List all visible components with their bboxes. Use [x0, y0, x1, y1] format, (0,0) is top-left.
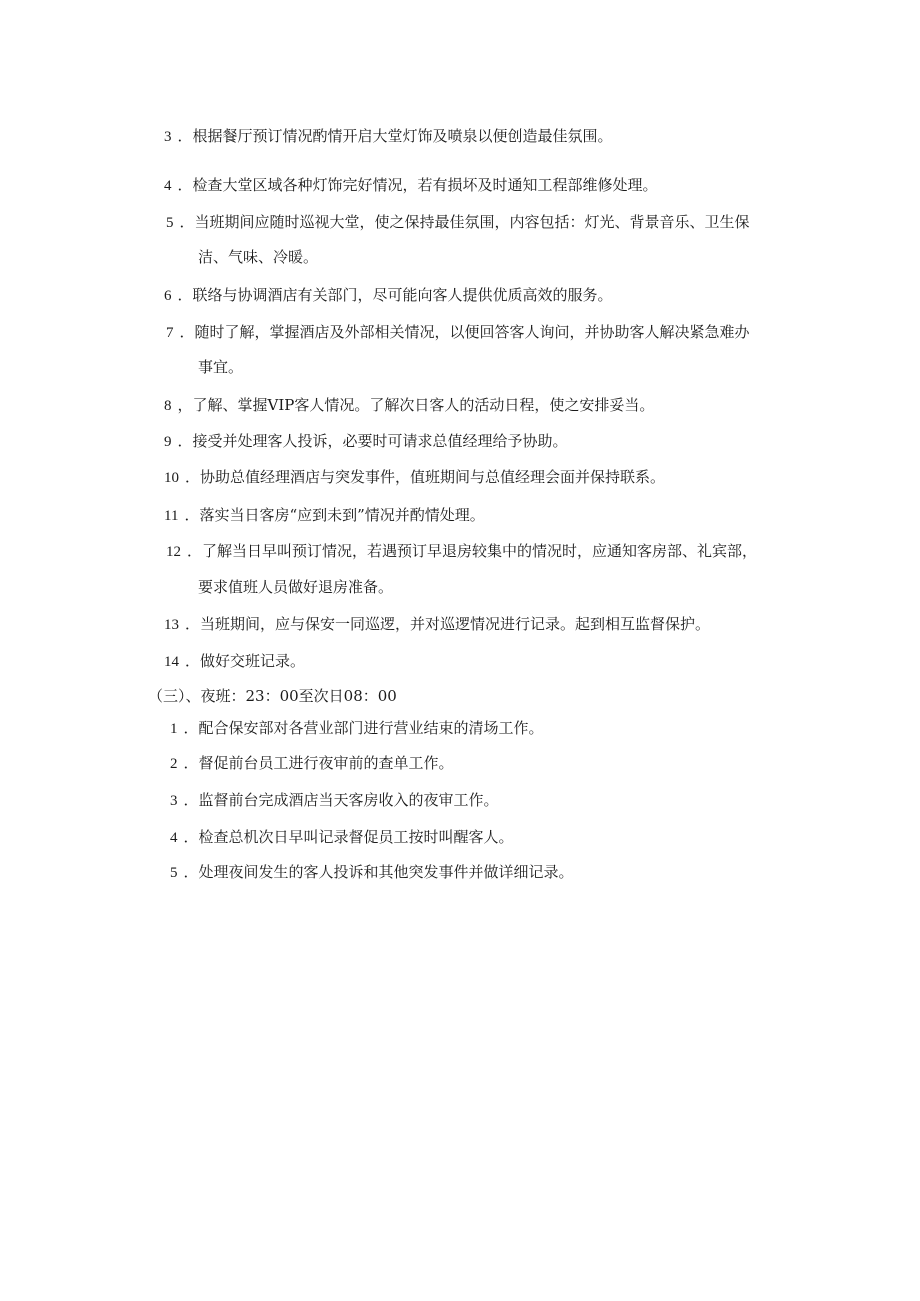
item-text: ．当班期间，应与保安一同巡逻，并对巡逻情况进行记录。起到相互监督保护。 [185, 615, 711, 633]
item-number: 5 [166, 215, 174, 231]
list-item [164, 126, 613, 147]
list-item [164, 431, 568, 452]
item-text: ．做好交班记录。 [185, 652, 306, 670]
item-number: 13 [164, 617, 179, 633]
item-text-continued: 要求值班人员做好退房准备。 [198, 578, 394, 596]
list-item-continuation [198, 247, 318, 267]
list-item [170, 718, 544, 739]
item-text: ，了解、掌握VIP客人情况。了解次日客人的活动日程，使之安排妥当。 [177, 396, 655, 414]
item-text: ．了解当日早叫预订情况，若遇预订早退房较集中的情况时，应通知客房部、礼宾部， [187, 542, 758, 560]
item-number: 12 [166, 544, 181, 560]
list-item [164, 395, 654, 416]
item-number: 2 [170, 756, 178, 772]
item-number: 14 [164, 654, 179, 670]
list-item-continuation [198, 577, 393, 597]
list-item [164, 614, 710, 635]
list-item [170, 790, 499, 811]
item-number: 5 [170, 865, 178, 881]
item-number: 1 [170, 721, 178, 737]
item-text-continued: 洁、气味、冷暖。 [198, 248, 319, 266]
item-number: 3 [164, 129, 172, 145]
item-text: ．接受并处理客人投诉，必要时可请求总值经理给予协助。 [177, 432, 568, 450]
item-text: ．随时了解，掌握酒店及外部相关情况，以便回答客人询问，并协助客人解决紧急难办 [179, 323, 750, 341]
item-number: 10 [164, 470, 179, 486]
list-item [164, 285, 613, 306]
item-text: ．检查大堂区域各种灯饰完好情况，若有损坏及时通知工程部维修处理。 [177, 176, 658, 194]
item-number: 8 [164, 398, 172, 414]
item-text: ．根据餐厅预订情况酌情开启大堂灯饰及喷泉以便创造最佳氛围。 [177, 127, 613, 145]
list-item [164, 175, 658, 196]
item-text: ．检查总机次日早叫记录督促员工按时叫醒客人。 [183, 828, 514, 846]
item-text: ．处理夜间发生的客人投诉和其他突发事件并做详细记录。 [183, 863, 574, 881]
item-text: ．落实当日客房“应到未到”情况并酌情处理。 [184, 506, 485, 524]
list-item [170, 862, 574, 883]
item-text: ．联络与协调酒店有关部门，尽可能向客人提供优质高效的服务。 [177, 286, 613, 304]
list-item [164, 651, 305, 672]
item-number: 11 [164, 508, 179, 524]
section-heading [148, 686, 397, 706]
item-text: ．督促前台员工进行夜审前的查单工作。 [183, 754, 454, 772]
item-text: ．配合保安部对各营业部门进行营业结束的清场工作。 [183, 719, 544, 737]
list-item [166, 212, 750, 233]
item-number: 6 [164, 288, 172, 304]
item-text: ．当班期间应随时巡视大堂，使之保持最佳氛围，内容包括：灯光、背景音乐、卫生保 [179, 213, 750, 231]
list-item [166, 541, 757, 562]
item-number: 4 [170, 830, 178, 846]
list-item [170, 827, 514, 848]
list-item-continuation [198, 357, 243, 377]
item-number: 3 [170, 793, 178, 809]
list-item [170, 753, 454, 774]
list-item [164, 467, 665, 488]
item-text: ．协助总值经理酒店与突发事件，值班期间与总值经理会面并保持联系。 [185, 468, 666, 486]
item-text: ．监督前台完成酒店当天客房收入的夜审工作。 [183, 791, 499, 809]
item-number: 4 [164, 178, 172, 194]
section-heading-text: （三）、夜班：23：00至次日08：00 [148, 687, 397, 705]
item-number: 7 [166, 325, 174, 341]
list-item [166, 322, 750, 343]
list-item [164, 505, 485, 526]
item-text-continued: 事宜。 [198, 358, 244, 376]
item-number: 9 [164, 434, 172, 450]
